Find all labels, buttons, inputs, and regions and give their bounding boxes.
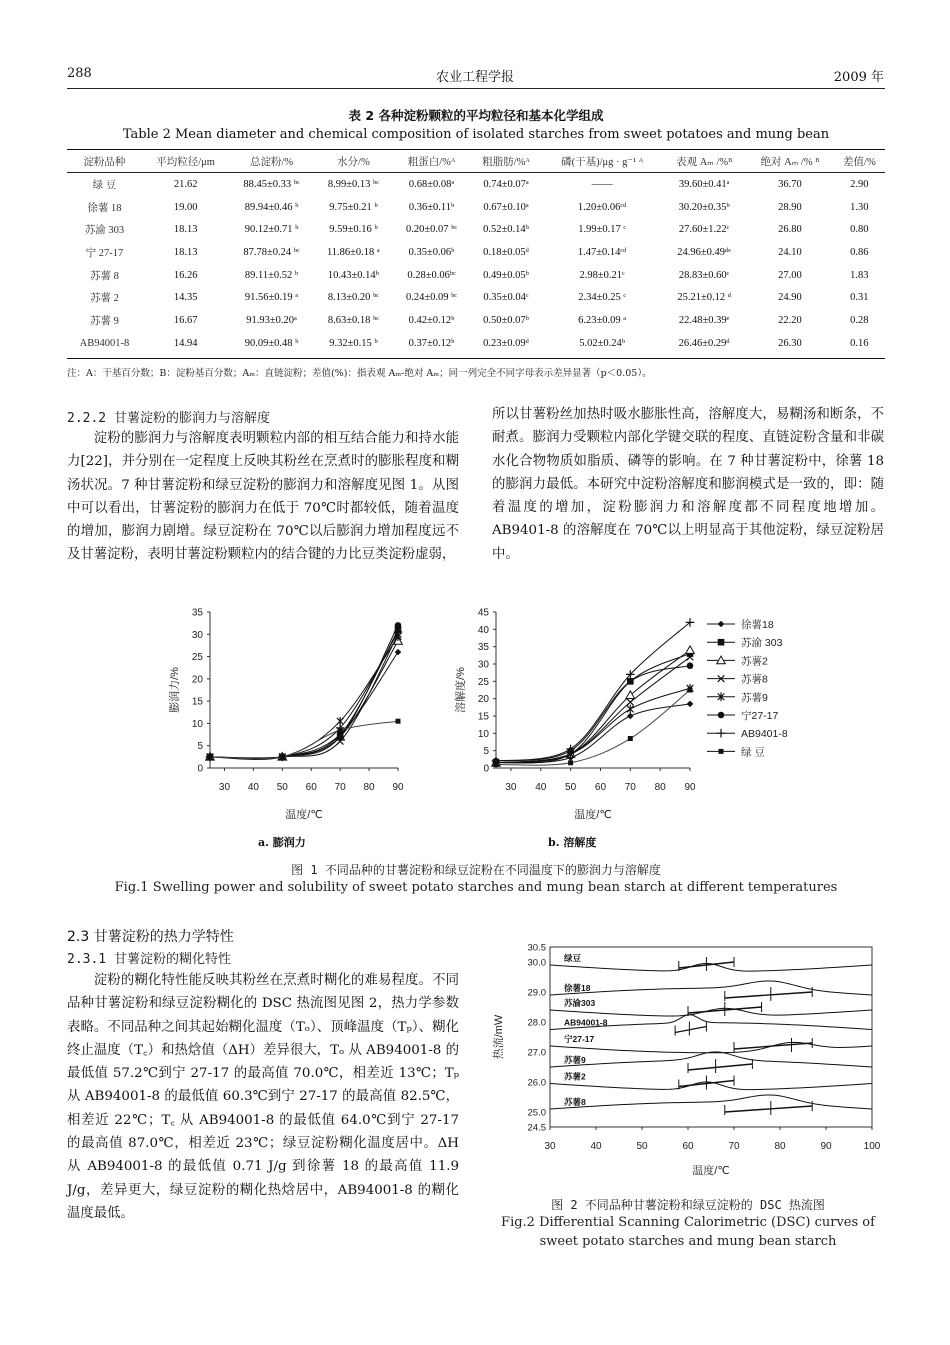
table-row	[67, 173, 885, 196]
data-point	[718, 639, 725, 646]
figure-1-caption-cn: 图 1 不同品种的甘薯淀粉和绿豆淀粉在不同温度下的膨润力与溶解度	[291, 863, 661, 877]
series-line	[210, 652, 398, 758]
value-cell: 0.52±0.14ᵇ	[483, 224, 529, 236]
x-tick-label: 40	[590, 1141, 602, 1152]
variety-cell: 苏渝 303	[84, 225, 125, 237]
data-point	[686, 646, 695, 654]
x-axis-label: 温度/℃	[574, 809, 612, 821]
value-cell: 22.20	[778, 314, 802, 326]
value-cell: 27.60±1.22ᶜ	[678, 224, 730, 236]
starch-composition-table	[67, 150, 885, 355]
series-4	[207, 632, 402, 761]
legend-label: 苏薯8	[741, 673, 768, 686]
variety-cell: 苏薯 8	[89, 270, 119, 282]
data-point	[688, 688, 693, 693]
series-line	[210, 641, 398, 758]
value-cell: 90.12±0.71 ᵇ	[244, 224, 299, 236]
x-tick-label: 30	[505, 782, 517, 793]
dsc-curve-2	[550, 998, 872, 1016]
value-cell: 0.36±0.11ᵇ	[408, 201, 455, 213]
value-cell: 2.90	[850, 178, 869, 190]
value-cell: 88.45±0.33 ᵇᶜ	[243, 178, 300, 190]
series-0	[207, 649, 402, 760]
y-tick-label: 29.0	[527, 987, 546, 999]
table-header-row	[67, 150, 885, 173]
dsc-curve-7	[550, 1095, 872, 1115]
value-cell: 18.13	[173, 224, 198, 236]
figure-2-caption-en-1: Fig.2 Differential Scanning Calorimetric (DSC) curves of	[501, 1215, 875, 1230]
figure-1-legend	[707, 618, 788, 758]
data-point	[280, 754, 285, 759]
column-header: 表观 Aₘ /%ᴮ	[662, 150, 746, 173]
x-tick-label: 60	[305, 782, 317, 793]
curve-label: 苏薯8	[564, 1097, 586, 1107]
x-tick-label: 80	[363, 782, 375, 793]
peak-baseline	[688, 1064, 752, 1070]
legend-item	[707, 654, 768, 667]
x-tick-label: 60	[594, 782, 607, 793]
legend-label: 绿 豆	[741, 746, 765, 759]
value-cell: 0.20±0.07 ᵇᶜ	[406, 224, 458, 236]
x-tick-label: 40	[535, 782, 547, 793]
value-cell: 0.74±0.07ᵃ	[483, 178, 529, 190]
data-point	[718, 621, 725, 628]
series-line	[210, 637, 398, 760]
legend-label: 徐薯18	[741, 619, 774, 631]
value-cell: 0.49±0.05ᵇ	[483, 269, 529, 281]
data-point	[338, 728, 343, 733]
legend-item	[707, 709, 779, 722]
column-header: 粗脂肪/%ᴬ	[470, 150, 542, 173]
chart-swelling-power	[167, 608, 404, 822]
table-body	[67, 173, 885, 355]
curve-label: 宁27-17	[564, 1034, 595, 1044]
y-axis-label: 热流/mW	[493, 1014, 505, 1060]
figure-2-caption-cn: 图 2 不同品种甘薯淀粉和绿豆淀粉的 DSC 热流图	[551, 1198, 825, 1212]
legend-item	[707, 691, 768, 704]
legend-item	[707, 728, 788, 740]
year: 2009 年	[833, 70, 884, 85]
value-cell: 0.80	[850, 224, 869, 236]
y-tick-label: 5	[483, 746, 489, 758]
value-cell: 19.00	[173, 201, 198, 213]
y-tick-label: 30.5	[527, 942, 546, 954]
value-cell: 89.94±0.46 ᵇ	[244, 201, 299, 213]
value-cell: 91.93±0.20ᵃ	[246, 314, 297, 326]
chart-dsc	[491, 943, 881, 1178]
column-header: 绝对 Aₘ /% ᴮ	[746, 150, 834, 173]
x-tick-label: 30	[218, 782, 231, 793]
value-cell: ——	[591, 178, 613, 190]
series-line	[210, 630, 398, 759]
curve-label: 苏薯2	[564, 1071, 586, 1082]
value-cell: 0.42±0.12ᵇ	[408, 314, 455, 326]
data-point	[718, 712, 725, 719]
y-tick-label: 24.5	[527, 1122, 546, 1134]
value-cell: 0.67±0.10ᵃ	[483, 201, 529, 213]
y-tick-label: 20	[477, 694, 489, 706]
data-point	[717, 729, 726, 738]
x-tick-label: 40	[247, 782, 259, 793]
series-line	[496, 657, 690, 763]
data-point	[337, 734, 344, 741]
value-cell: 26.80	[778, 224, 802, 236]
paragraph-swelling-right: 所以甘薯粉丝加热时吸水膨胀性高，溶解度大，易糊汤和断条，不耐煮。膨润力受颗粒内部化学键交联的程度、直链淀粉含量和非碳水化合物物质如脂质、磷等的影响。在 7 种甘薯淀粉中，徐薯 18 的膨润力最低。本研究中淀粉溶解度和膨润模式是一致的，即：随着温度的增加，淀粉膨润力和溶解度都不同程度地增加。AB9401-8 的溶解度在 70℃以上明显高于其他淀粉，绿豆淀粉居中。	[492, 407, 884, 562]
dsc-curve-3	[550, 1015, 872, 1036]
peak-baseline	[734, 1043, 812, 1049]
x-tick-label: 70	[728, 1141, 740, 1152]
series-2	[492, 646, 695, 766]
value-cell: 0.35±0.06ᵇ	[408, 246, 455, 258]
y-tick-label: 28.0	[527, 1017, 546, 1029]
value-cell: 25.21±0.12 ᵈ	[677, 292, 731, 304]
dsc-line	[550, 1008, 872, 1016]
value-cell: 10.43±0.14ᵇ	[327, 269, 379, 281]
x-tick-label: 50	[276, 782, 288, 793]
data-point	[687, 662, 694, 669]
value-cell: 8.13±0.20 ᵇᶜ	[327, 292, 379, 304]
x-tick-label: 50	[565, 782, 577, 793]
legend-label: 宁27-17	[741, 710, 779, 722]
series-line	[496, 704, 690, 763]
figure-2-dsc	[480, 935, 885, 1185]
y-tick-label: 26.0	[527, 1077, 546, 1089]
x-axis-label: 温度/℃	[692, 1165, 730, 1177]
dsc-curve-6	[550, 1072, 872, 1090]
curve-label: 绿豆	[564, 953, 582, 963]
variety-cell: 徐薯 18	[87, 202, 122, 214]
series-1	[493, 650, 694, 766]
data-point	[627, 705, 634, 714]
journal-name: 农业工程学报	[435, 70, 514, 85]
table-row	[67, 218, 885, 241]
data-point	[628, 736, 633, 741]
table-row	[67, 286, 885, 309]
peak-baseline	[725, 992, 812, 998]
value-cell: 0.31	[850, 292, 869, 304]
series-6	[492, 618, 695, 765]
section-heading-2-3: 2.3 甘薯淀粉的热力学特性	[67, 929, 234, 945]
y-tick-label: 0	[483, 763, 489, 775]
y-tick-label: 15	[477, 711, 489, 723]
data-point	[494, 762, 499, 767]
value-cell: 0.28	[850, 314, 869, 326]
dsc-curve-0	[550, 953, 872, 971]
legend-item	[707, 746, 765, 758]
value-cell: 87.78±0.24 ᵇᶜ	[243, 246, 300, 258]
y-tick-label: 5	[197, 741, 203, 753]
y-tick-label: 15	[191, 696, 203, 708]
series-line	[496, 650, 690, 763]
section-heading-2-3-1: 2.3.1 甘薯淀粉的糊化特性	[67, 952, 231, 967]
value-cell: 1.20±0.06ᶜᵈ	[577, 201, 627, 213]
value-cell: 9.32±0.15 ᵇ	[329, 337, 378, 349]
y-tick-label: 30.0	[527, 957, 546, 969]
peak-baseline	[725, 1106, 812, 1112]
series-3	[493, 654, 694, 766]
section-heading-2-2-2: 2.2.2 甘薯淀粉的膨润力与溶解度	[67, 411, 270, 426]
value-cell: 14.35	[173, 292, 198, 304]
value-cell: 36.70	[778, 178, 802, 190]
data-point	[395, 622, 402, 629]
value-cell: 9.59±0.16 ᵇ	[329, 224, 378, 236]
x-tick-label: 100	[863, 1141, 881, 1152]
value-cell: 24.96±0.49ᵈᵉ	[677, 246, 732, 258]
value-cell: 8.99±0.13 ᵇᶜ	[327, 178, 379, 190]
y-tick-label: 30	[191, 629, 203, 641]
value-cell: 89.11±0.52 ᵇ	[244, 269, 299, 281]
column-header: 总淀粉/%	[229, 150, 313, 173]
figure-1	[140, 600, 840, 855]
column-header: 粗蛋白/%ᴬ	[393, 150, 470, 173]
legend-label: 苏薯9	[741, 691, 768, 704]
x-tick-label: 80	[774, 1141, 786, 1152]
table-bottom-rule	[67, 358, 885, 359]
column-header: 磷(干基)/μg · g⁻¹ ᴬ	[542, 150, 662, 173]
value-cell: 0.18±0.05ᵈ	[483, 246, 529, 258]
y-tick-label: 40	[477, 624, 489, 636]
value-cell: 2.98±0.21ᶜ	[579, 269, 625, 281]
data-point	[627, 699, 634, 706]
value-cell: 6.23±0.09 ᵃ	[578, 314, 627, 326]
page-number: 288	[67, 66, 92, 81]
x-tick-label: 90	[392, 782, 404, 793]
value-cell: 18.13	[173, 246, 198, 258]
y-tick-label: 20	[191, 674, 203, 686]
value-cell: 28.83±0.60ᶜ	[678, 269, 730, 281]
value-cell: 0.28±0.06ᵇᶜ	[407, 269, 456, 281]
plot-frame	[550, 947, 872, 1127]
value-cell: 24.10	[778, 246, 802, 258]
value-cell: 0.24±0.09 ᵇᶜ	[406, 292, 458, 304]
y-tick-label: 35	[477, 642, 489, 654]
value-cell: 5.02±0.24ᵇ	[579, 337, 625, 349]
x-tick-label: 90	[820, 1141, 832, 1152]
value-cell: 1.83	[850, 269, 869, 281]
y-tick-label: 25	[191, 652, 203, 664]
value-cell: 8.63±0.18 ᵇᶜ	[327, 314, 379, 326]
value-cell: 16.26	[173, 269, 198, 281]
table-title-en: Table 2 Mean diameter and chemical composition of isolated starches from sweet potatoes and mung bean	[122, 127, 830, 142]
chart-solubility	[453, 608, 696, 822]
dsc-curve-5	[550, 1052, 872, 1073]
x-tick-label: 60	[682, 1141, 694, 1152]
value-cell: 28.90	[778, 201, 802, 213]
value-cell: 2.34±0.25 ᶜ	[578, 292, 627, 304]
series-2	[206, 637, 403, 760]
value-cell: 91.56±0.19 ᵃ	[244, 292, 299, 304]
value-cell: 26.30	[778, 337, 802, 349]
series-5	[207, 622, 402, 760]
x-tick-label: 50	[636, 1141, 648, 1152]
variety-cell: 苏薯 9	[89, 315, 119, 327]
series-3	[207, 631, 402, 760]
curve-label: 苏渝303	[564, 998, 596, 1008]
legend-label: 苏渝 303	[741, 637, 783, 650]
series-line	[496, 666, 690, 761]
value-cell: 1.47±0.14ᶜᵈ	[577, 246, 627, 258]
x-tick-label: 30	[544, 1141, 556, 1152]
y-tick-label: 25.0	[527, 1107, 546, 1119]
value-cell: 22.48±0.39ᵉ	[678, 314, 730, 326]
y-tick-label: 30	[477, 659, 489, 671]
value-cell: 0.68±0.08ᵃ	[408, 178, 455, 190]
data-point	[719, 749, 724, 754]
value-cell: 39.60±0.41ᵃ	[678, 178, 730, 190]
figure-2-caption-en-2: sweet potato starches and mung bean starch	[539, 1234, 837, 1249]
value-cell: 26.46±0.29ᵈ	[678, 337, 730, 349]
peak-baseline	[675, 1027, 706, 1033]
legend-item	[707, 618, 774, 631]
dsc-line	[550, 1095, 872, 1109]
figure-1-caption-en: Fig.1 Swelling power and solubility of sweet potato starches and mung bean starch at different temperatures	[114, 880, 838, 895]
y-tick-label: 25	[477, 676, 489, 688]
value-cell: 1.30	[850, 201, 869, 213]
value-cell: 9.75±0.21 ᵇ	[329, 201, 378, 213]
data-point	[395, 649, 402, 656]
header-rule	[67, 88, 885, 89]
dsc-curve-1	[550, 981, 872, 1001]
y-tick-label: 10	[477, 728, 489, 740]
y-tick-label: 27.0	[527, 1047, 546, 1059]
y-tick-label: 45	[477, 607, 489, 619]
curve-label: 徐薯18	[564, 983, 591, 993]
legend-item	[707, 673, 768, 686]
dsc-curve-4	[550, 1034, 872, 1053]
value-cell: 21.62	[173, 178, 198, 190]
series-6	[206, 628, 403, 761]
y-axis-label: 膨润力/%	[169, 667, 181, 713]
dsc-line	[550, 981, 872, 995]
variety-cell: 宁 27-17	[85, 247, 124, 259]
curve-label: 苏薯9	[564, 1055, 586, 1065]
data-point	[627, 713, 634, 720]
paragraph-swelling-left: 淀粉的膨润力与溶解度表明颗粒内部的相互结合能力和持水能力[22]，并分别在一定程度上反映其粉丝在烹煮时的膨胀程度和糊汤状况。7 种甘薯淀粉和绿豆淀粉的膨润力和溶解度见图 1。从图中可以看出，甘薯淀粉的膨润力在低于 70℃时都较低，随着温度的增加，膨润力剧增。绿豆淀粉在 70℃以后膨润力增加程度远不及甘薯淀粉，表明甘薯淀粉颗粒内的结合键的力比豆类淀粉虚弱，	[67, 431, 459, 563]
value-cell: 16.67	[173, 314, 198, 326]
column-header: 平均粒径/μm	[142, 150, 230, 173]
column-header: 水分/%	[314, 150, 393, 173]
variety-cell: AB94001-8	[79, 337, 130, 349]
legend-label: 苏薯2	[741, 655, 768, 668]
data-point	[208, 754, 213, 759]
table-row	[67, 309, 885, 332]
value-cell: 0.37±0.12ᵇ	[408, 337, 455, 349]
x-tick-label: 70	[624, 782, 636, 793]
value-cell: 1.99±0.17 ᶜ	[578, 224, 627, 236]
x-axis-label: 温度/℃	[285, 809, 323, 821]
x-tick-label: 70	[334, 782, 346, 793]
y-tick-label: 35	[191, 607, 203, 619]
column-header: 淀粉品种	[67, 150, 142, 173]
column-header: 差值/%	[834, 150, 885, 173]
value-cell: 90.09±0.48 ᵇ	[244, 337, 299, 349]
x-tick-label: 90	[684, 782, 696, 793]
paragraph-gelatinization: 淀粉的糊化特性能反映其粉丝在烹煮时糊化的难易程度。不同品种甘薯淀粉和绿豆淀粉糊化的 DSC 热流图见图 2，热力学参数表略。不同品种之间其起始糊化温度（Tₒ）、顶峰温度（Tₚ）、糊化终止温度（T꜀）和热焓值（ΔH）差异很大，Tₒ 从 AB94001-8 的最低值 57.2℃到宁 27-17 的最高值 70.0℃，相差近 13℃；Tₚ 从 AB94001-8 的最低值 60.3℃到宁 27-17 的最高值 82.5℃，相差近 22℃；T꜀ 从 AB94001-8 的最低值 64.0℃到宁 27-17 的最高值 87.0℃，相差近 23℃；绿豆淀粉糊化温度居中。ΔH 从 AB94001-8 的最低值 0.71 J/g 到徐薯 18 的最高值 11.9 J/g，差异更大，绿豆淀粉的糊化热焓居中，AB94001-8 的糊化温度最低。	[67, 973, 459, 1221]
table-row	[67, 196, 885, 219]
table-note: 注：A：干基百分数；B：淀粉基百分数；Aₘ：直链淀粉；差值(%)：指表观 Aₘ-绝对 Aₘ；同一列完全不同字母表示差异显著（p＜0.05）。	[67, 368, 652, 379]
subcaption-b: b. 溶解度	[548, 836, 597, 849]
value-cell: 24.90	[778, 292, 802, 304]
legend-item	[707, 636, 783, 649]
curve-label: AB94001-8	[564, 1017, 608, 1028]
y-axis-label: 溶解度/%	[455, 667, 467, 713]
x-tick-label: 80	[654, 782, 666, 793]
variety-cell: 绿 豆	[92, 179, 117, 191]
dsc-line	[550, 1052, 872, 1067]
value-cell: 11.86±0.18 ᵃ	[326, 246, 380, 258]
data-point	[687, 701, 694, 708]
table-row	[67, 264, 885, 287]
table-title-cn: 表 2 各种淀粉颗粒的平均粒径和基本化学组成	[348, 108, 604, 123]
value-cell: 0.23±0.09ᵈ	[483, 337, 529, 349]
y-tick-label: 10	[191, 718, 203, 730]
value-cell: 14.94	[173, 337, 198, 349]
variety-cell: 苏薯 2	[89, 293, 119, 305]
legend-label: AB9401-8	[741, 728, 788, 741]
subcaption-a: a. 膨润力	[258, 836, 306, 849]
data-point	[568, 760, 573, 765]
y-tick-label: 0	[197, 763, 203, 775]
value-cell: 0.86	[850, 246, 869, 258]
value-cell: 27.00	[778, 269, 802, 281]
value-cell: 30.20±0.35ᵇ	[678, 201, 730, 213]
dsc-line	[550, 1042, 872, 1052]
value-cell: 0.50±0.07ᵇ	[483, 314, 529, 326]
value-cell: 0.16	[850, 337, 869, 349]
table-row	[67, 241, 885, 264]
table-row	[67, 332, 885, 355]
data-point	[627, 678, 634, 685]
data-point	[396, 719, 401, 724]
value-cell: 0.35±0.04ᶜ	[483, 292, 529, 304]
